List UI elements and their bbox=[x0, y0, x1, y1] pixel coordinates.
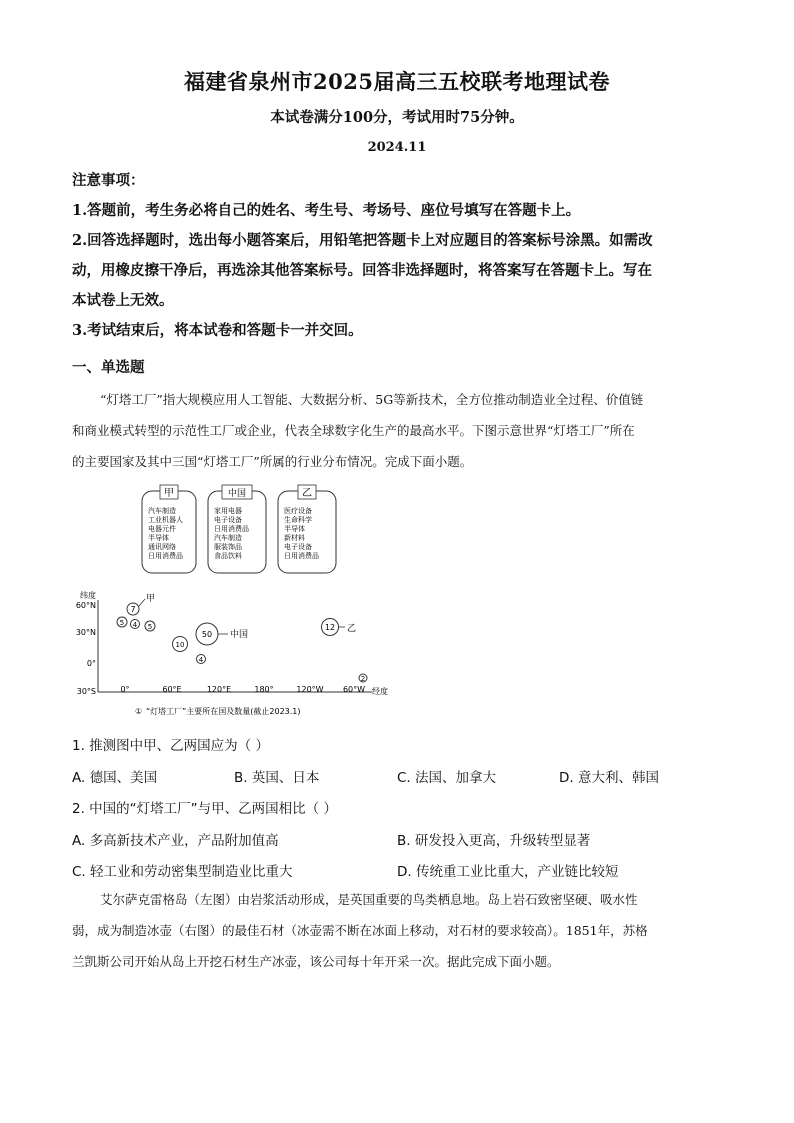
box-label-jia: 甲 bbox=[164, 488, 174, 499]
box-item: 日用消费品 bbox=[214, 525, 249, 533]
x-tick: 0° bbox=[120, 685, 130, 694]
bubble bbox=[117, 617, 127, 627]
svg-text:2: 2 bbox=[360, 675, 366, 683]
y-tick: 60°N bbox=[75, 601, 96, 610]
box-item: 通讯网络 bbox=[148, 543, 176, 551]
passage-2-line-2: 弱，成为制造冰壶（右图）的最佳石材（冰壶需不断在冰面上移动，对石材的要求较高）。1851年，苏格 bbox=[72, 923, 648, 938]
box-item: 日用消费品 bbox=[284, 552, 319, 560]
q2-option-d[interactable]: D. 传统重工业比重大，产业链比较短 bbox=[397, 864, 619, 880]
notes-heading: 注意事项： bbox=[72, 172, 145, 189]
x-tick: 120°W bbox=[296, 685, 324, 694]
svg-text:12: 12 bbox=[324, 623, 336, 632]
bubble bbox=[131, 620, 140, 630]
q1-option-d[interactable]: D. 意大利、韩国 bbox=[559, 770, 659, 786]
figure-caption: “灯塔工厂”主要所在国及数量(截止2023.1) bbox=[146, 707, 301, 716]
box-item: 服装饰品 bbox=[214, 543, 242, 551]
bubble-label: 乙 bbox=[347, 624, 357, 634]
bubble bbox=[359, 674, 367, 683]
svg-text:7: 7 bbox=[130, 605, 136, 614]
q1-option-b[interactable]: B. 英国、日本 bbox=[234, 770, 320, 786]
box-item: 电子设备 bbox=[214, 516, 242, 524]
passage-1 bbox=[72, 384, 724, 477]
box-item: 家用电器 bbox=[214, 507, 242, 515]
box-label-china: 中国 bbox=[227, 489, 247, 499]
y-axis-title: 纬度 bbox=[80, 591, 96, 600]
notes-block bbox=[72, 166, 732, 346]
bubble-china bbox=[196, 623, 248, 645]
box-item: 汽车制造 bbox=[148, 507, 176, 515]
bubble-jia bbox=[127, 593, 155, 615]
x-tick: 180° bbox=[254, 685, 274, 694]
box-item: 汽车制造 bbox=[214, 534, 242, 542]
box-label-yi: 乙 bbox=[302, 488, 312, 499]
question-2-stem: 2. 中国的“灯塔工厂”与甲、乙两国相比（ ） bbox=[72, 801, 337, 817]
box-item: 电器元件 bbox=[148, 525, 176, 533]
q1-option-a[interactable]: A. 德国、美国 bbox=[72, 770, 158, 786]
exam-date: 2024.11 bbox=[367, 140, 427, 155]
y-tick: 0° bbox=[86, 659, 96, 668]
exam-subtitle: 本试卷满分100分，考试用时75分钟。 bbox=[270, 109, 524, 126]
industry-box-china bbox=[208, 485, 266, 573]
y-tick: 30°S bbox=[76, 687, 96, 696]
x-tick: 60°W bbox=[342, 685, 366, 694]
box-item: 食品饮料 bbox=[214, 552, 242, 560]
svg-text:5: 5 bbox=[147, 623, 153, 631]
bubble bbox=[197, 655, 206, 665]
passage-2-line-3: 兰凯斯公司开始从岛上开挖石材生产冰壶，该公司每十年开采一次。据此完成下面小题。 bbox=[72, 954, 560, 969]
bubble-yi bbox=[322, 619, 357, 636]
industry-box-jia bbox=[142, 485, 196, 573]
notes-item-2-line-2: 动，用橡皮擦干净后，再选涂其他答案标号。回答非选择题时，将答案写在答题卡上。写在 bbox=[72, 262, 652, 279]
svg-text:4: 4 bbox=[198, 656, 204, 664]
box-item: 工业机器人 bbox=[148, 516, 183, 524]
q2-option-b[interactable]: B. 研发投入更高，升级转型显著 bbox=[397, 833, 591, 849]
passage-2 bbox=[72, 884, 724, 977]
passage-2-line-1: 艾尔萨克雷格岛（左图）由岩浆活动形成，是英国重要的鸟类栖息地。岛上岩石致密坚硬、吸水性 bbox=[100, 892, 638, 907]
passage-1-line-2: 和商业模式转型的示范性工厂或企业，代表全球数字化生产的最高水平。下图示意世界“灯塔工厂”所在 bbox=[72, 423, 635, 438]
box-item: 生命科学 bbox=[284, 516, 312, 524]
bubble bbox=[173, 637, 188, 652]
box-item: 电子设备 bbox=[284, 543, 312, 551]
box-item: 半导体 bbox=[148, 534, 169, 542]
svg-text:10: 10 bbox=[175, 641, 185, 649]
exam-title: 福建省泉州市2025届高三五校联考地理试卷 bbox=[184, 69, 610, 94]
industry-box-yi bbox=[278, 485, 336, 573]
q1-option-c[interactable]: C. 法国、加拿大 bbox=[397, 770, 497, 786]
x-tick: 120°E bbox=[206, 685, 232, 694]
section-heading: 一、单选题 bbox=[72, 359, 145, 376]
notes-item-3: 3.考试结束后，将本试卷和答题卡一并交回。 bbox=[72, 322, 363, 339]
y-tick: 30°N bbox=[75, 628, 96, 637]
passage-1-line-1: “灯塔工厂”指大规模应用人工智能、大数据分析、5G等新技术，全方位推动制造业全过程、价值链 bbox=[100, 392, 644, 407]
q2-option-c[interactable]: C. 轻工业和劳动密集型制造业比重大 bbox=[72, 864, 293, 880]
q2-option-a[interactable]: A. 多高新技术产业，产品附加值高 bbox=[72, 833, 279, 849]
box-item: 新材料 bbox=[284, 534, 305, 542]
notes-item-2-line-3: 本试卷上无效。 bbox=[72, 292, 174, 309]
x-axis-title: 经度 bbox=[372, 687, 388, 696]
box-item: 半导体 bbox=[284, 525, 305, 533]
box-item: 医疗设备 bbox=[284, 507, 312, 515]
passage-1-line-3: 的主要国家及其中三国“灯塔工厂”所属的行业分布情况。完成下面小题。 bbox=[72, 454, 473, 469]
question-1-stem: 1. 推测图中甲、乙两国应为（ ） bbox=[72, 738, 269, 754]
notes-item-2-line-1: 2.回答选择题时，选出每小题答案后，用铅笔把答题卡上对应题目的答案标号涂黑。如需改 bbox=[72, 232, 653, 249]
notes-item-1: 1.答题前，考生务必将自己的姓名、考生号、考场号、座位号填写在答题卡上。 bbox=[72, 202, 581, 219]
bubble-label: 甲 bbox=[146, 594, 156, 604]
bubble-label: 中国 bbox=[230, 630, 249, 640]
x-tick: 60°E bbox=[162, 685, 182, 694]
bubble bbox=[145, 621, 155, 631]
svg-text:50: 50 bbox=[201, 630, 213, 639]
box-item: 日用消费品 bbox=[148, 552, 183, 560]
svg-text:4: 4 bbox=[132, 621, 138, 629]
svg-text:5: 5 bbox=[119, 619, 125, 627]
legend-symbol: ① bbox=[135, 707, 143, 716]
lighthouse-factory-figure bbox=[60, 482, 400, 720]
